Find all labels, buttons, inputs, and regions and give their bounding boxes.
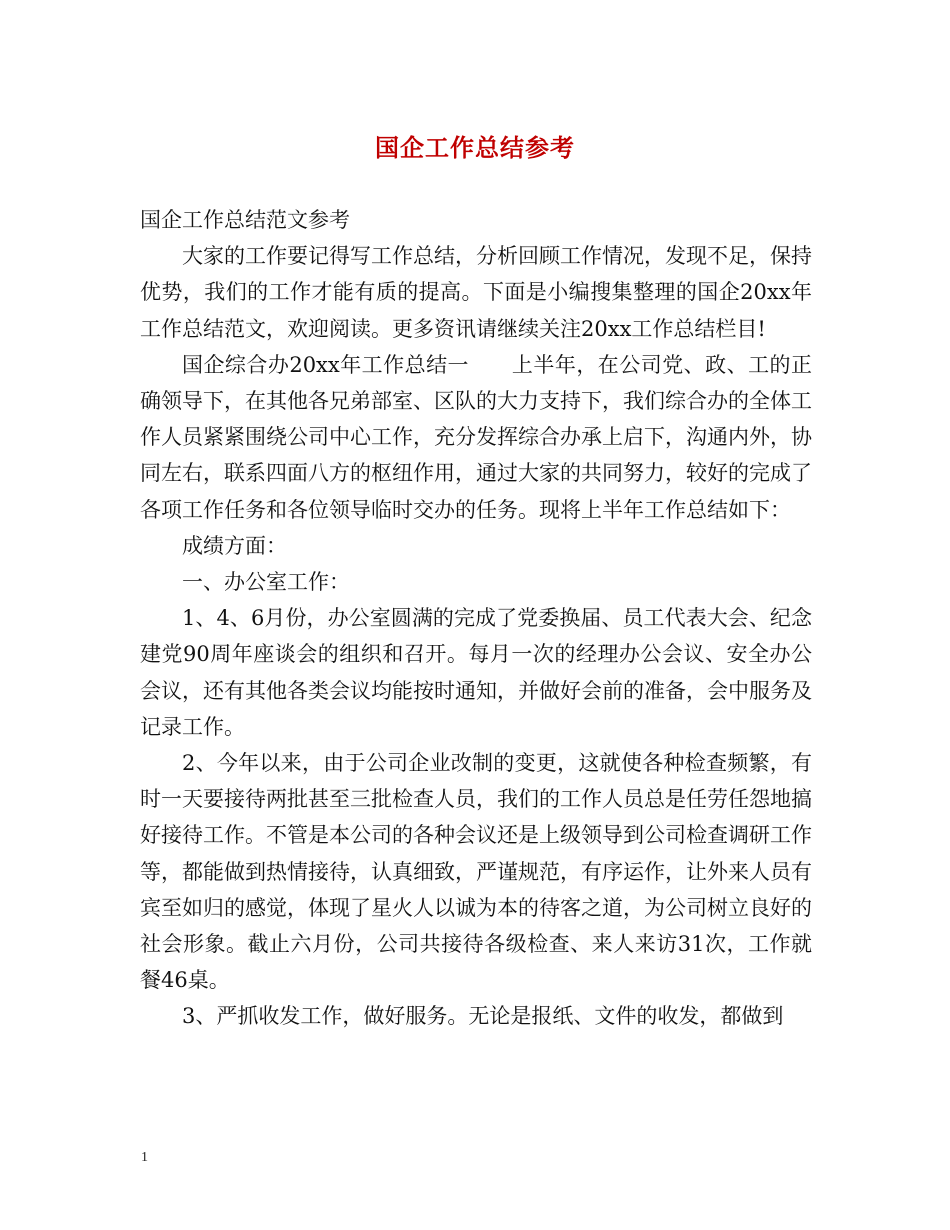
item-paragraph-1: 1、4、6月份，办公室圆满的完成了党委换届、员工代表大会、纪念建党90周年座谈会的组织和召开。每月一次的经理办公会议、安全办公会议，还有其他各类会议均能按时通知，并做好会前的准备，会中服务及记录工作。	[140, 606, 812, 739]
summary-paragraph: 国企综合办20xx年工作总结一 上半年，在公司党、政、工的正确领导下，在其他各兄弟部室、区队的大力支持下，我们综合办的全体工作人员紧紧围绕公司中心工作，充分发挥综合办承上启下，沟通内外，协同左右，联系四面八方的枢纽作用，通过大家的共同努力，较好的完成了各项工作任务和各位领导临时交办的任务。现将上半年工作总结如下：	[140, 352, 812, 522]
item-paragraph-3: 3、严抓收发工作，做好服务。无论是报纸、文件的收发，都做到	[182, 1004, 784, 1029]
subtitle-paragraph: 国企工作总结范文参考	[140, 208, 350, 232]
item-paragraph-2: 2、今年以来，由于公司企业改制的变更，这就使各种检查频繁，有时一天要接待两批甚至三批检查人员，我们的工作人员总是任劳任怨地搞好接待工作。不管是本公司的各种会议还是上级领导到公司检查调研工作等，都能做到热情接待，认真细致，严谨规范，有序运作，让外来人员有宾至如归的感觉，体现了星火人以诚为本的待客之道，为公司树立良好的社会形象。截止六月份，公司共接待各级检查、来人来访31次，工作就餐46桌。	[140, 751, 812, 993]
intro-paragraph: 大家的工作要记得写工作总结，分析回顾工作情况，发现不足，保持优势，我们的工作才能有质的提高。下面是小编搜集整理的国企20xx年工作总结范文，欢迎阅读。更多资讯请继续关注20xx工作总结栏目!	[140, 244, 812, 341]
document-body	[140, 202, 812, 1035]
section-heading-achievements: 成绩方面：	[182, 533, 287, 558]
section-heading-office-work: 一、办公室工作：	[182, 570, 350, 595]
page-number: 1	[141, 1150, 148, 1165]
document-title: 国企工作总结参考	[375, 133, 575, 162]
